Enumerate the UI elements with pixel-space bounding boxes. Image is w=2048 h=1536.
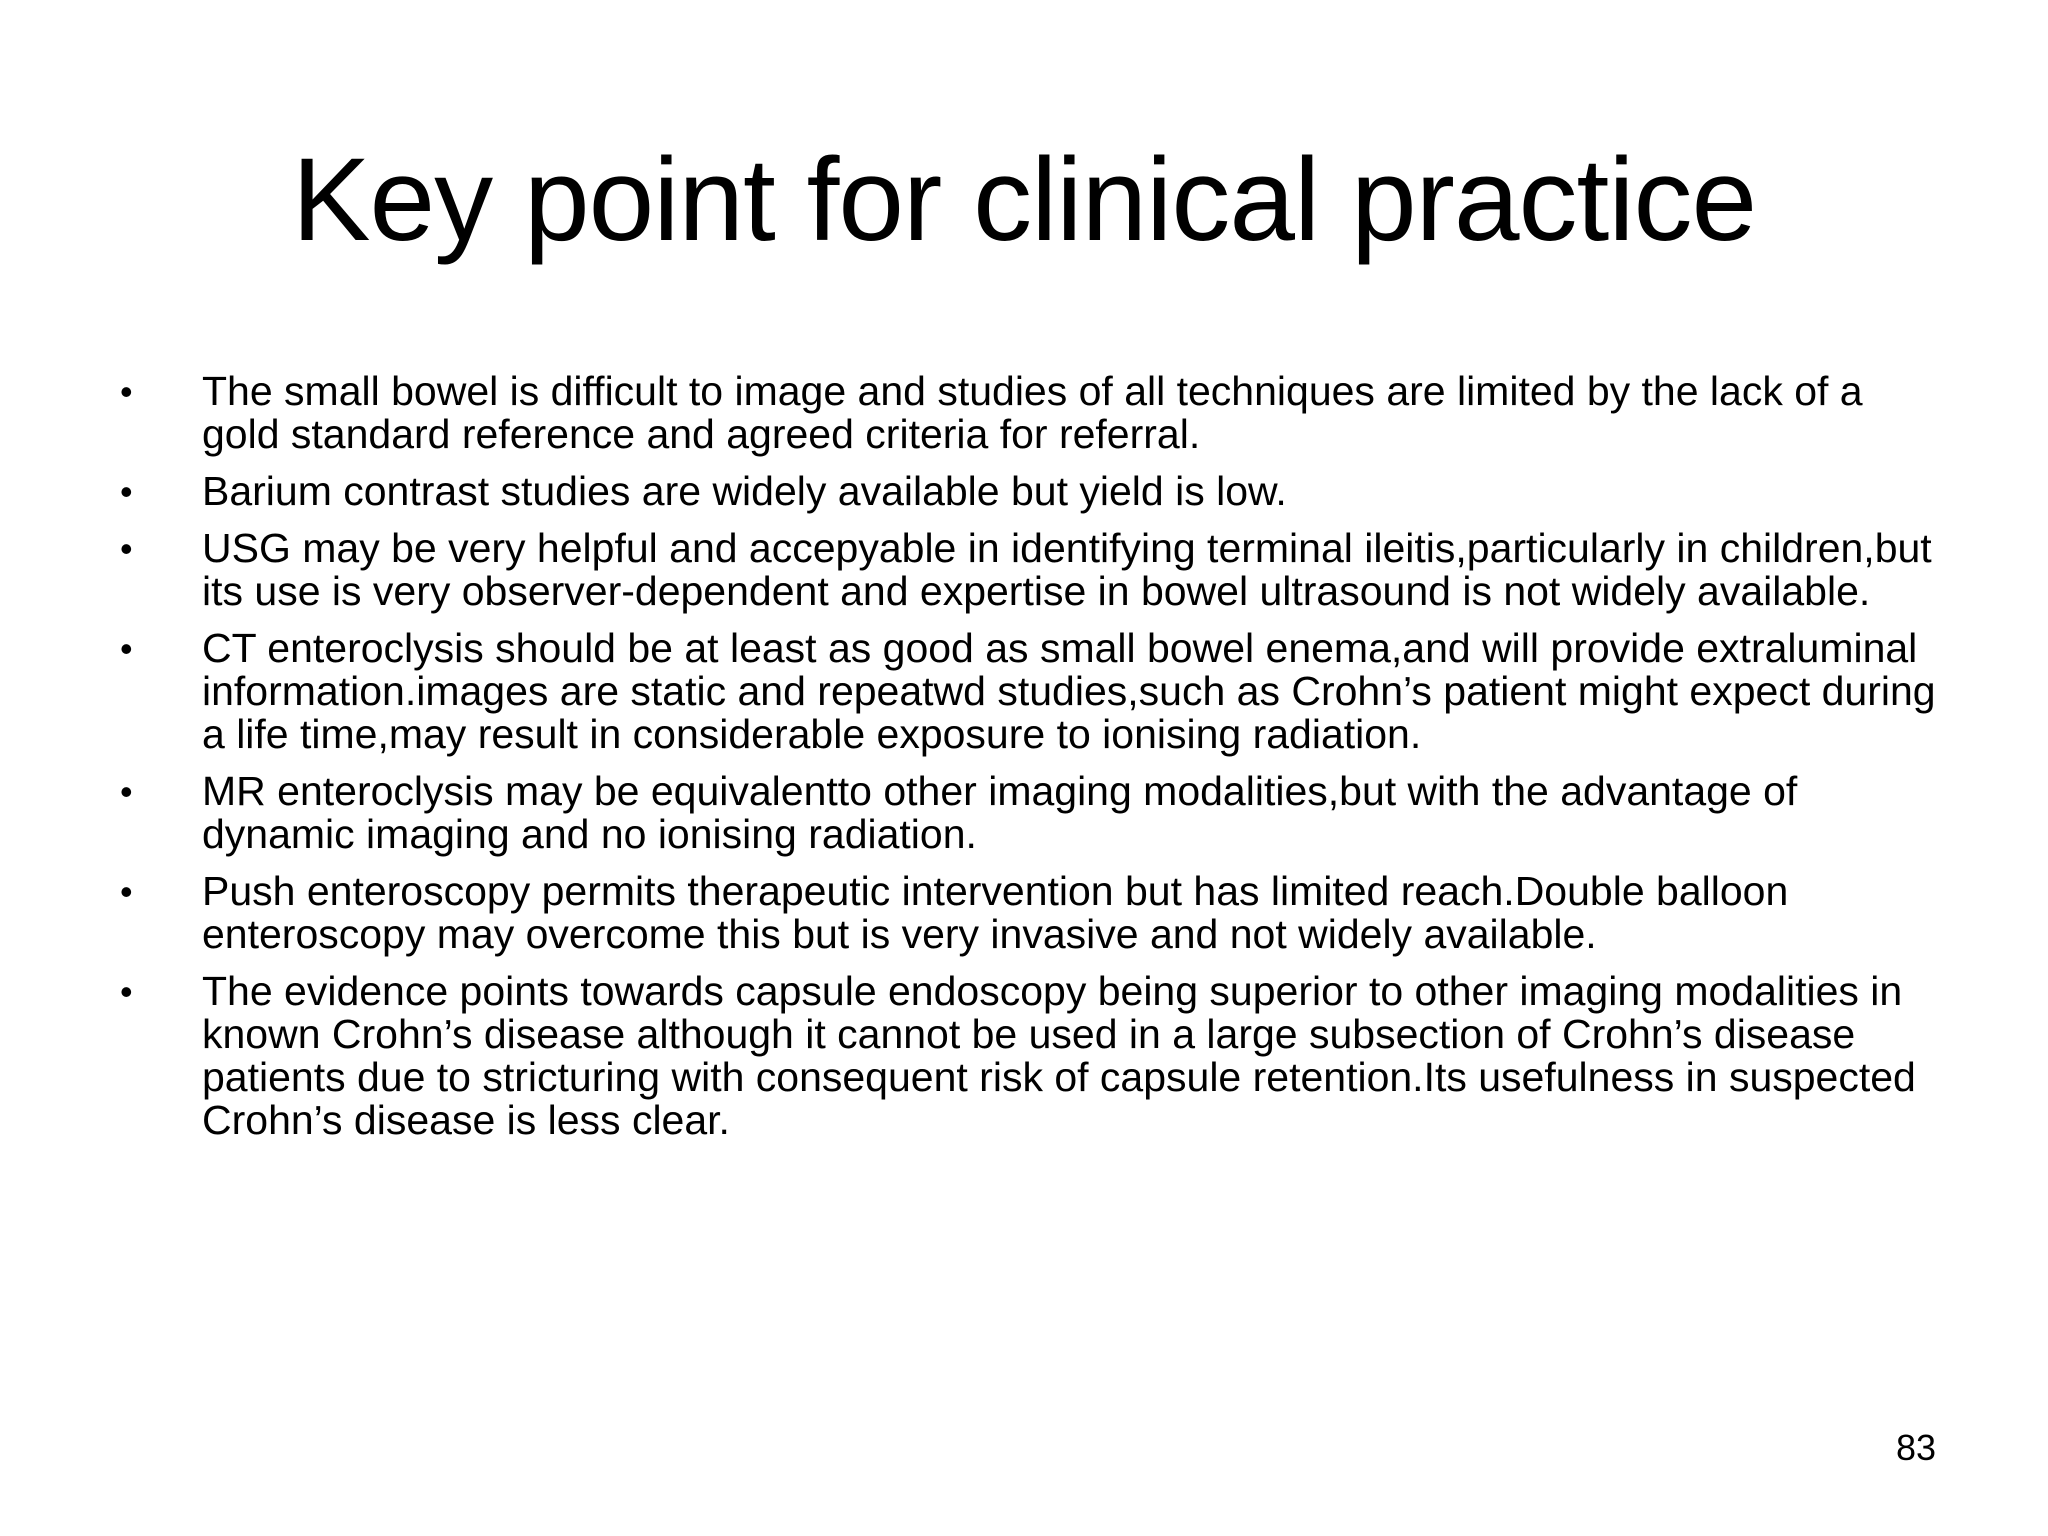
page-number: 83	[1895, 1427, 1936, 1468]
bullet-text: MR enteroclysis may be equivalentto other imaging modalities,but with the advantage of dynamic imaging and no ionising radiation.	[202, 768, 1798, 857]
list-item	[120, 970, 1950, 1142]
list-item	[120, 370, 1950, 456]
bullet-text: USG may be very helpful and accepyable in identifying terminal ileitis,particularly in children,but its use is very observer-dependent and expertise in bowel ultrasound is not widely available.	[202, 525, 1932, 614]
bullet-icon: •	[120, 971, 133, 1012]
bullet-icon: •	[120, 528, 133, 569]
list-item	[120, 627, 1950, 756]
bullet-icon: •	[120, 871, 133, 912]
list-item	[120, 870, 1950, 956]
bullet-text: The small bowel is difficult to image and studies of all techniques are limited by the lack of a gold standard reference and agreed criteria for referral.	[202, 368, 1863, 457]
bullet-text: The evidence points towards capsule endoscopy being superior to other imaging modalities in known Crohn’s disease although it cannot be used in a large subsection of Crohn’s disease patients due to stricturing with consequent risk of capsule retention.Its usefulness in suspected Crohn’s disease is less clear.	[202, 968, 1916, 1143]
bullet-text: Barium contrast studies are widely available but yield is low.	[202, 468, 1287, 514]
list-item	[120, 770, 1950, 856]
list-item	[120, 527, 1950, 613]
bullet-text: Push enteroscopy permits therapeutic intervention but has limited reach.Double balloon enteroscopy may overcome this but is very invasive and not widely available.	[202, 868, 1789, 957]
list-item	[120, 470, 1950, 513]
bullet-icon: •	[120, 371, 133, 412]
slide-title: Key point for clinical practice	[291, 134, 1757, 266]
bullet-text: CT enteroclysis should be at least as good as small bowel enema,and will provide extraluminal information.images are static and repeatwd studies,such as Crohn’s patient might expect during a life time,may result in considerable exposure to ionising radiation.	[202, 625, 1936, 757]
bullet-icon: •	[120, 471, 133, 512]
bullet-icon: •	[120, 628, 133, 669]
bullet-list	[120, 370, 1950, 1156]
bullet-icon: •	[120, 771, 133, 812]
